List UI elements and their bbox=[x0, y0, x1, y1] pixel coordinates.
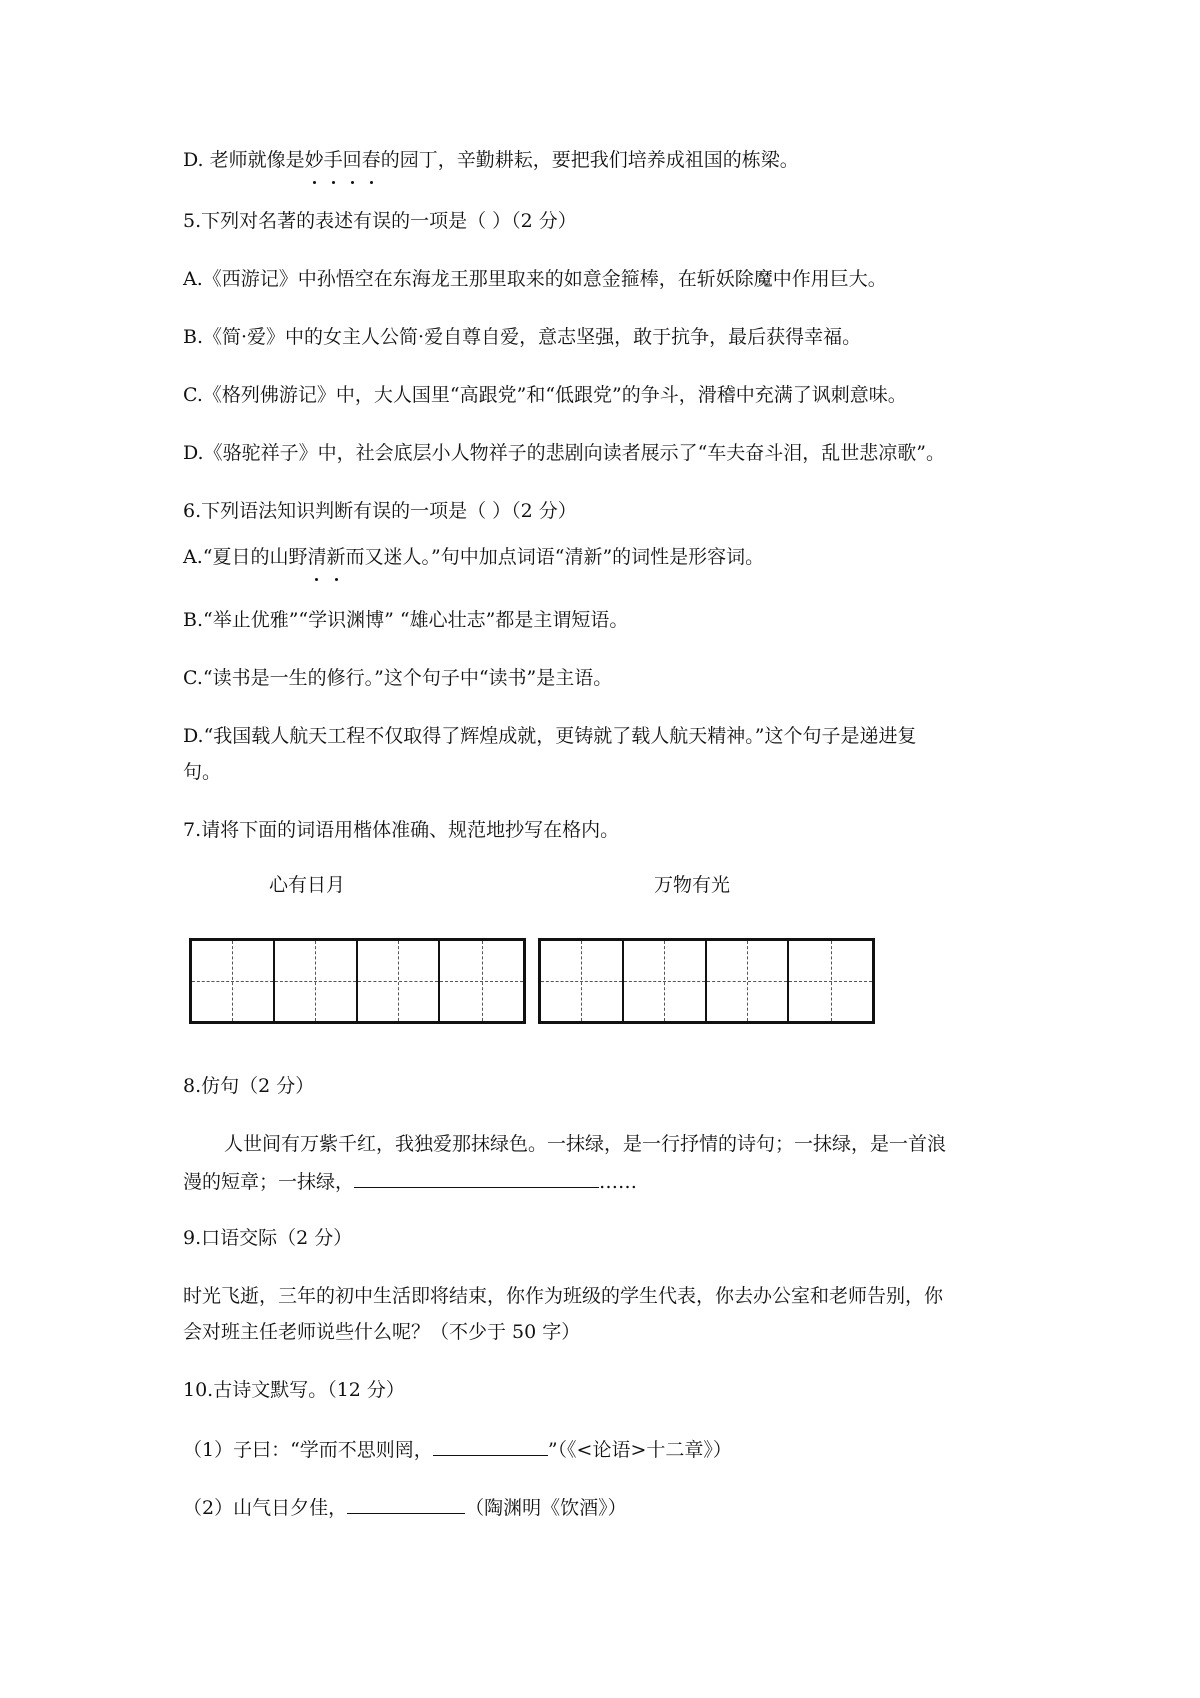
grid-cell[interactable] bbox=[440, 941, 523, 1021]
dotted-char: 春 bbox=[361, 149, 381, 171]
q4-option-d bbox=[183, 147, 799, 173]
q10-item-1 bbox=[183, 1435, 732, 1463]
q8-text-after: …… bbox=[599, 1171, 638, 1193]
writing-grid-1[interactable] bbox=[189, 938, 526, 1024]
question-6: 6.下列语法知识判断有误的一项是（ ）（2 分） bbox=[183, 500, 577, 522]
q6-option-a bbox=[183, 544, 764, 570]
q9-prompt-line1: 时光飞逝，三年的初中生活即将结束，你作为班级的学生代表，你去办公室和老师告别，你 bbox=[183, 1285, 944, 1307]
grid-cell[interactable] bbox=[541, 941, 624, 1021]
question-10: 10.古诗文默写。（12 分） bbox=[183, 1379, 405, 1401]
answer-blank[interactable] bbox=[347, 1493, 465, 1514]
q6-option-b: B.“举止优雅”“学识渊博” “雄心壮志”都是主谓短语。 bbox=[183, 609, 629, 631]
q10-1-before: （1）子曰：“学而不思则罔， bbox=[183, 1439, 433, 1461]
answer-blank[interactable] bbox=[354, 1167, 599, 1188]
question-5: 5.下列对名著的表述有误的一项是（ ）（2 分） bbox=[183, 210, 577, 232]
dotted-char: 手 bbox=[323, 149, 343, 171]
dotted-char: 新 bbox=[326, 546, 346, 568]
grid-cell[interactable] bbox=[275, 941, 358, 1021]
q9-prompt-line2: 会对班主任老师说些什么呢？（不少于 50 字） bbox=[183, 1321, 581, 1343]
writing-grid-2[interactable] bbox=[538, 938, 875, 1024]
grid-cell[interactable] bbox=[707, 941, 790, 1021]
dotted-char: 妙 bbox=[304, 149, 324, 171]
copy-word-1: 心有日月 bbox=[269, 874, 346, 896]
dotted-char: 清 bbox=[307, 546, 327, 568]
q10-2-after: （陶渊明《饮酒》） bbox=[465, 1497, 627, 1519]
q6a-text-after: 而又迷人。”句中加点词语“清新”的词性是形容词。 bbox=[345, 546, 765, 568]
question-8: 8.仿句（2 分） bbox=[183, 1075, 315, 1097]
q5-option-d: D.《骆驼祥子》中，社会底层小人物祥子的悲剧向读者展示了“车夫奋斗泪，乱世悲凉歌”。 bbox=[183, 442, 946, 464]
q6-option-d-line1: D.“我国载人航天工程不仅取得了辉煌成就，更铸就了载人航天精神。”这个句子是递进复 bbox=[183, 725, 917, 747]
grid-cell[interactable] bbox=[192, 941, 275, 1021]
dotted-char: 回 bbox=[342, 149, 362, 171]
question-9: 9.口语交际（2 分） bbox=[183, 1227, 353, 1249]
q4d-text-after: 的园丁，辛勤耕耘，要把我们培养成祖国的栋梁。 bbox=[380, 149, 799, 171]
grid-cell[interactable] bbox=[358, 941, 441, 1021]
q10-item-2 bbox=[183, 1493, 627, 1521]
q10-2-before: （2）山气日夕佳， bbox=[183, 1497, 348, 1519]
q8-prompt-line2 bbox=[183, 1167, 637, 1195]
q5-option-a: A.《西游记》中孙悟空在东海龙王那里取来的如意金箍棒，在斩妖除魔中作用巨大。 bbox=[183, 268, 887, 290]
q4d-text-before: D. 老师就像是 bbox=[183, 149, 305, 171]
grid-cell[interactable] bbox=[789, 941, 872, 1021]
q5-option-b: B.《简·爱》中的女主人公简·爱自尊自爱，意志坚强，敢于抗争，最后获得幸福。 bbox=[183, 326, 862, 348]
q6-option-d-line2: 句。 bbox=[183, 761, 222, 783]
q6a-text-before: A.“夏日的山野 bbox=[183, 546, 308, 568]
grid-cell[interactable] bbox=[624, 941, 707, 1021]
q8-text-before: 漫的短章；一抹绿， bbox=[183, 1171, 355, 1193]
q8-prompt-line1: 人世间有万紫千红，我独爱那抹绿色。一抹绿，是一行抒情的诗句；一抹绿，是一首浪 bbox=[224, 1133, 947, 1155]
q5-option-c: C.《格列佛游记》中，大人国里“高跟党”和“低跟党”的争斗，滑稽中充满了讽刺意味。 bbox=[183, 384, 907, 406]
q10-1-after: ”（《<论语>十二章》） bbox=[547, 1439, 732, 1461]
answer-blank[interactable] bbox=[433, 1435, 548, 1456]
q6-option-c: C.“读书是一生的修行。”这个句子中“读书”是主语。 bbox=[183, 667, 613, 689]
question-7: 7.请将下面的词语用楷体准确、规范地抄写在格内。 bbox=[183, 819, 620, 841]
copy-word-2: 万物有光 bbox=[654, 874, 731, 896]
